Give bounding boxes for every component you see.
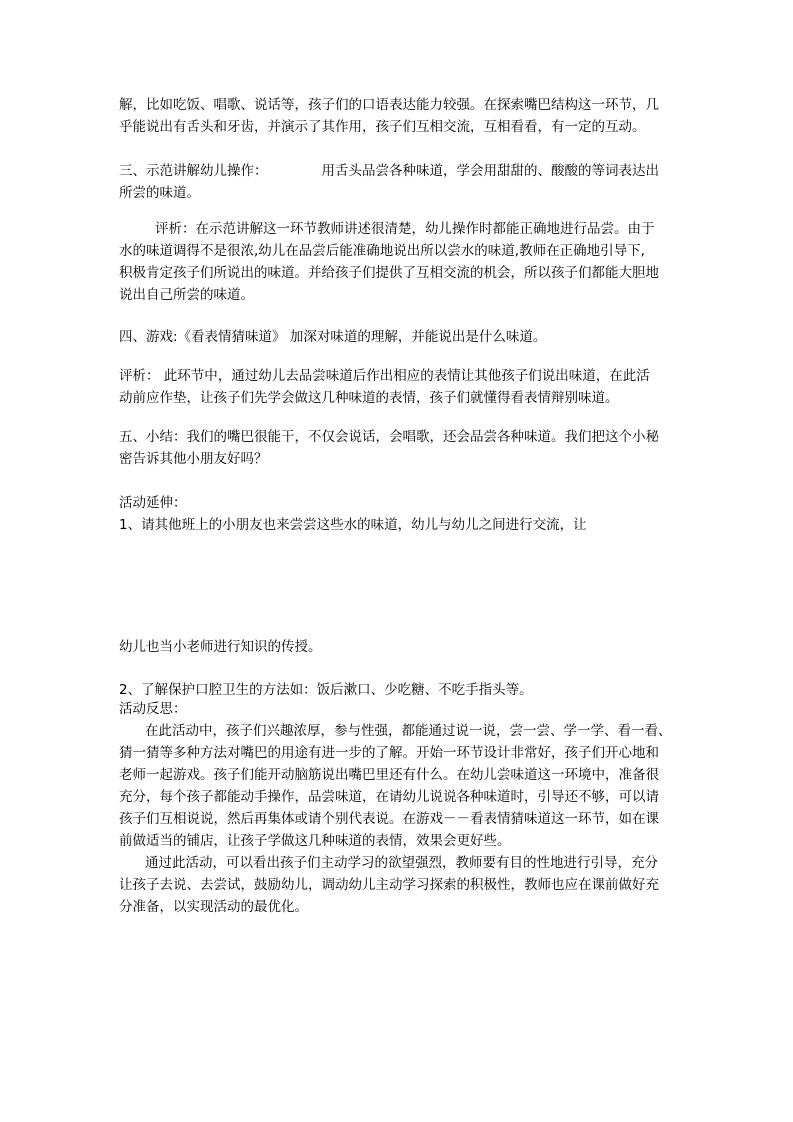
text-line: 水的味道调得不是很浓,幼儿在品尝后能准确地说出所以尝水的味道,教师在正确地引导下, xyxy=(119,243,645,259)
text-line: 分准备，以实现活动的最优化。 xyxy=(119,899,308,915)
section-5-summary xyxy=(119,426,679,470)
extension-item-1: 1、请其他班上的小朋友也来尝尝这些水的味道，幼儿与幼儿之间进行交流，让 xyxy=(119,517,587,533)
activity-extension xyxy=(119,492,679,536)
reflection-heading: 活动反思： xyxy=(119,701,187,717)
section-3-heading: 三、示范讲解幼儿操作： xyxy=(119,163,268,179)
text-line: 说出自己所尝的味道。 xyxy=(119,287,254,303)
evaluation-1 xyxy=(119,218,679,306)
text-line: 五、小结：我们的嘴巴很能干，不仅会说话，会唱歌，还会品尝各种味道。我们把这个小秘 xyxy=(119,429,659,445)
section-4-game xyxy=(119,326,679,348)
section-3-line-1 xyxy=(119,160,679,182)
text-line: 猜一猜等多种方法对嘴巴的用途有进一步的了解。开始一环节设计非常好，孩子们开心地和 xyxy=(119,745,659,761)
text-line: 解，比如吃饭、唱歌、说话等，孩子们的口语表达能力较强。在探索嘴巴结构这一环节，几 xyxy=(119,97,659,113)
section-3-demonstration xyxy=(119,160,679,204)
text-line: 老师一起游戏。孩子们能开动脑筋说出嘴巴里还有什么。在幼儿尝味道这一环境中，准备很 xyxy=(119,767,659,783)
section-3-text: 用舌头品尝各种味道，学会用甜甜的、酸酸的等词表达出 xyxy=(321,163,659,179)
text-line: 四、游戏:《看表情猜味道》 加深对味道的理解，并能说出是什么味道。 xyxy=(119,329,547,345)
text-line: 前做适当的铺店，让孩子学做这几种味道的表情，效果会更好些。 xyxy=(119,833,511,849)
text-line: 在此活动中，孩子们兴趣浓厚，参与性强，都能通过说一说，尝一尝、学一学、看一看、 xyxy=(145,723,672,739)
text-line: 幼儿也当小老师进行知识的传授。 xyxy=(119,639,322,655)
text-line: 密告诉其他小朋友好吗？ xyxy=(119,451,268,467)
text-line: 所尝的味道。 xyxy=(119,185,200,201)
text-line: 充分，每个孩子都能动手操作，品尝味道，在请幼儿说说各种味道时，引导还不够，可以请 xyxy=(119,789,659,805)
text-line: 孩子们互相说说，然后再集体或请个别代表说。在游戏－－看表情猜味道这一环节，如在课 xyxy=(119,811,659,827)
text-line: 让孩子去说、去尝试，鼓励幼儿，调动幼儿主动学习探索的积极性，教师也应在课前做好充 xyxy=(119,877,659,893)
extension-item-1-continued xyxy=(119,636,679,658)
extension-heading: 活动延伸： xyxy=(119,495,187,511)
paragraph-intro-continued xyxy=(119,94,679,138)
evaluation-2 xyxy=(119,365,679,409)
text-line: 评析：在示范讲解这一环节教师讲述很清楚，幼儿操作时都能正确地进行品尝。由于 xyxy=(155,221,655,237)
text-line: 动前应作垫，让孩子们先学会做这几种味道的表情，孩子们就懂得看表情辩别味道。 xyxy=(119,390,619,406)
text-line: 积极肯定孩子们所说出的味道。并给孩子们提供了互相交流的机会，所以孩子们都能大胆地 xyxy=(119,265,659,281)
text-line: 通过此活动，可以看出孩子们主动学习的欲望强烈，教师要有目的性地进行引导，充分 xyxy=(145,855,658,871)
text-line: 2、了解保护口腔卫生的方法如：饭后漱口、少吃糖、不吃手指头等。 xyxy=(119,682,533,698)
text-line: 乎能说出有舌头和牙齿，并演示了其作用，孩子们互相交流，互相看看，有一定的互动。 xyxy=(119,119,646,135)
activity-reflection xyxy=(119,698,679,918)
text-line: 评析： 此环节中，通过幼儿去品尝味道后作出相应的表情让其他孩子们说出味道，在此活 xyxy=(119,368,650,384)
